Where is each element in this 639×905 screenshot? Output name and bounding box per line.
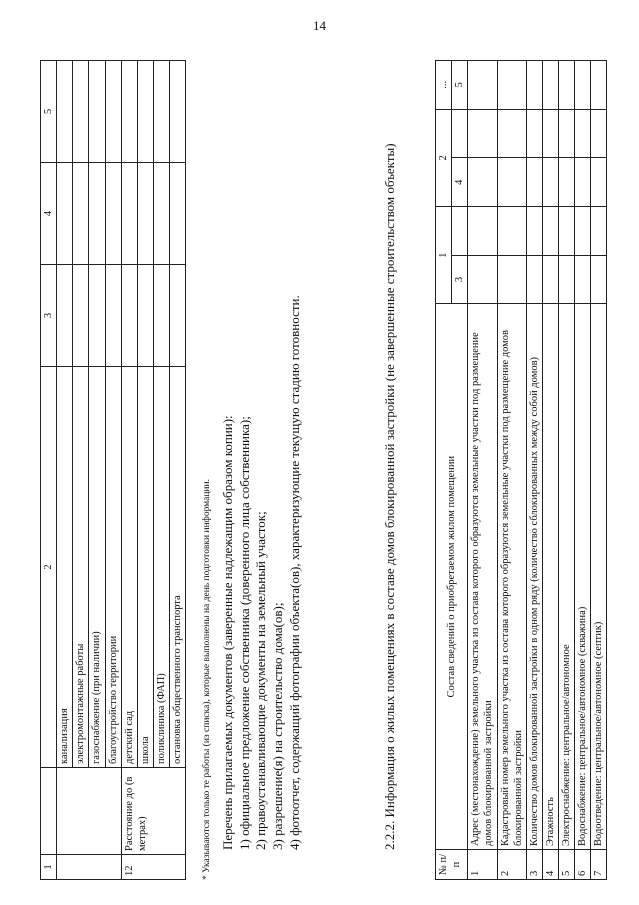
header-cell: 2 xyxy=(41,367,57,768)
row-text: Электроснабжение: центральное/автономное xyxy=(559,304,575,850)
subheader-cell: 5 xyxy=(452,61,468,110)
header-cell: № п/п xyxy=(436,849,468,879)
distance-cell: остановка общественного транспорта xyxy=(170,367,186,768)
header-cell xyxy=(41,768,57,855)
list-item: 1) официальное предложение собственника (доверенного лица собственника); xyxy=(236,416,252,850)
row-number: 4 xyxy=(542,849,558,879)
table-header-row xyxy=(41,61,57,880)
table-row xyxy=(497,61,526,880)
table-row xyxy=(559,61,575,880)
list-item: 3) разрешение(я) на строительство дома(ов); xyxy=(269,602,285,850)
row-text: Водоотведение: центральное/автономное (септик) xyxy=(591,304,607,850)
table-row xyxy=(575,61,591,880)
table-row xyxy=(73,61,89,880)
row-number: 2 xyxy=(497,849,526,879)
table-row xyxy=(137,61,153,880)
row-number: 3 xyxy=(526,849,542,879)
row-text: Водоснабжение: центральное/автономное (скважина) xyxy=(575,304,591,850)
header-cell: 3 xyxy=(41,265,57,367)
header-cell: 4 xyxy=(41,163,57,265)
table-row xyxy=(170,61,186,880)
distance-cell: школа xyxy=(137,367,153,768)
subheader-cell: 4 xyxy=(452,158,468,207)
service-cell: благоустройство территории xyxy=(105,367,121,768)
row-label: Расстояние до (в метрах) xyxy=(121,768,186,855)
row-text: Количество домов блокированной застройки в одном ряду (количество сблокированных между собой домов) xyxy=(526,304,542,850)
table-row xyxy=(57,61,73,880)
page-number: 14 xyxy=(313,18,326,33)
row-number: 1 xyxy=(468,849,497,879)
service-cell: канализация xyxy=(57,367,73,768)
table-row xyxy=(153,61,169,880)
works-table xyxy=(40,60,186,880)
distance-cell: детский сад xyxy=(121,367,137,768)
dwelling-info-table xyxy=(435,60,607,880)
service-cell: электромонтажные работы xyxy=(73,367,89,768)
table-row xyxy=(468,61,497,880)
subheader-cell: 3 xyxy=(452,255,468,304)
header-cell: 2 xyxy=(436,109,452,206)
header-cell: 5 xyxy=(41,61,57,163)
list-item: 2) правоустанавливающие документы на земельный участок; xyxy=(253,511,269,850)
table-row xyxy=(121,61,137,880)
row-text: Адрес (местонахождение) земельного участка из состава которого образуются земельные участки под размещение домов блокированной застройки xyxy=(468,304,497,850)
documents-list xyxy=(220,60,303,850)
table-row xyxy=(542,61,558,880)
table-row xyxy=(89,61,105,880)
row-number: 12 xyxy=(121,855,186,880)
row-number: 6 xyxy=(575,849,591,879)
service-cell: газоснабжение (при наличии) xyxy=(89,367,105,768)
table-row xyxy=(591,61,607,880)
rotated-content xyxy=(40,30,605,880)
documents-heading: Перечень прилагаемых документов (заверенные надлежащим образом копии): xyxy=(220,415,235,850)
row-text: Кадастровый номер земельного участка из состава которого образуются земельные участки под размещение домов блокированной застройки xyxy=(497,304,526,850)
row-text: Этажность xyxy=(542,304,558,850)
table-row xyxy=(105,61,121,880)
section-heading: 2.2.2. Информация о жилых помещениях в составе домов блокированной застройки (не завершенные строительством объекты) xyxy=(382,143,397,850)
header-cell: Состав сведений о приобретаемом жилом помещении xyxy=(436,304,468,850)
distance-cell: поликлиника (ФАП) xyxy=(153,367,169,768)
row-number: 5 xyxy=(559,849,575,879)
table-row xyxy=(526,61,542,880)
header-cell: 1 xyxy=(41,855,57,880)
header-cell: ... xyxy=(436,61,452,110)
footnote: * Указываются только те работы (из списка), которые выполнены на день подготовки информации. xyxy=(202,479,212,880)
table-header-row xyxy=(436,61,452,880)
list-item: 4) фотоотчет, содержащий фотографии объекта(ов), характеризующие текущую стадию готовности. xyxy=(286,295,302,850)
header-cell: 1 xyxy=(436,207,452,304)
row-number: 7 xyxy=(591,849,607,879)
